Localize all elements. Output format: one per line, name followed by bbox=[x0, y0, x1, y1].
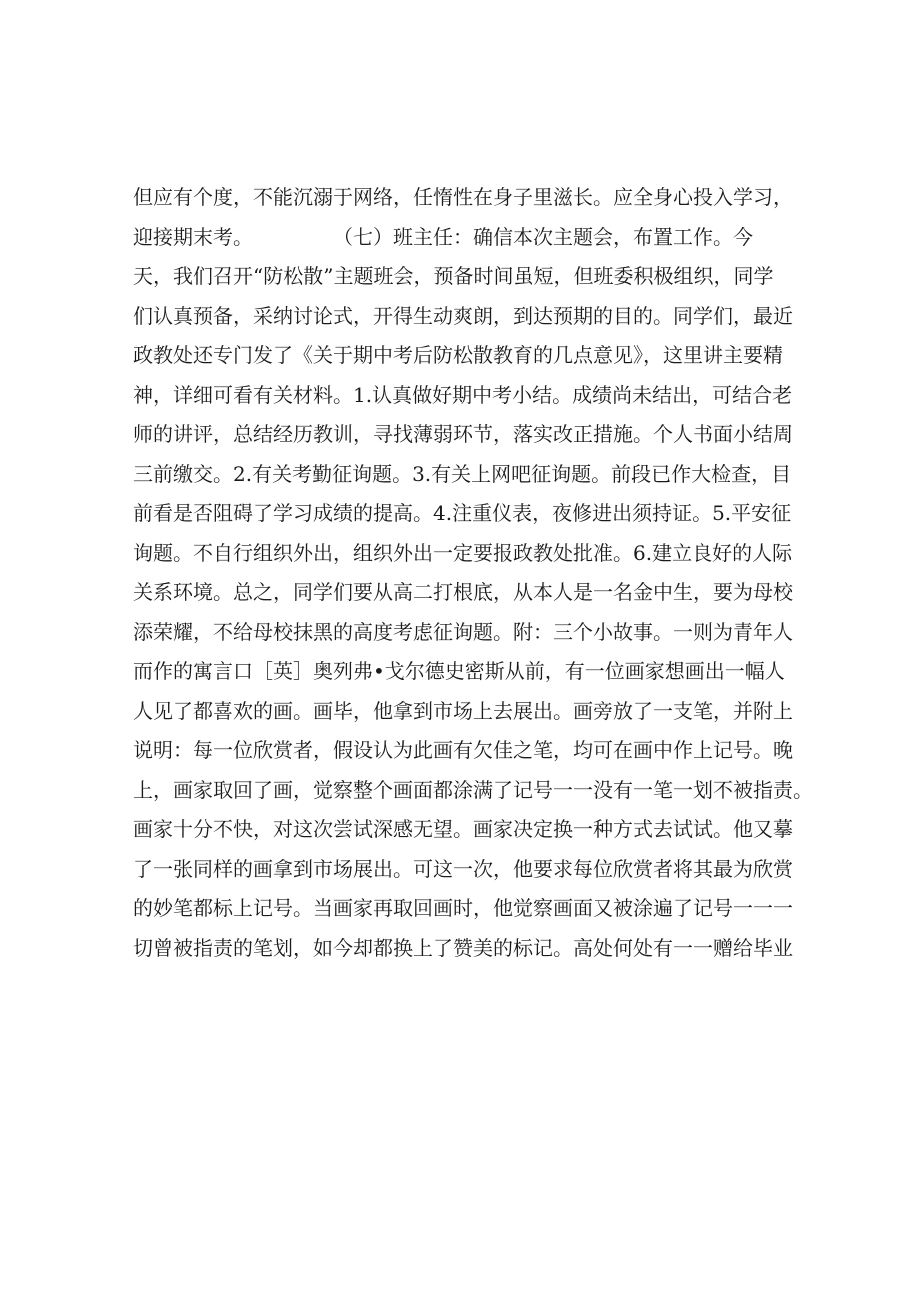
text-line: 添荣耀，不给母校抹黑的高度考虑征询题。附：三个小故事。一则为青年人 bbox=[133, 619, 793, 644]
text-line: 三前缴交。2.有关考勤征询题。3.有关上网吧征询题。前段已作大检查，目 bbox=[133, 461, 792, 486]
body-text bbox=[133, 178, 813, 968]
text-line: 天，我们召开“防松散”主题班会，预备时间虽短，但班委积极组织，同学 bbox=[133, 264, 774, 288]
text-line: 了一张同样的画拿到市场展出。可这一次，他要求每位欣赏者将其最为欣赏 bbox=[133, 856, 793, 881]
text-line: 询题。不自行组织外出，组织外出一定要报政教处批准。6.建立良好的人际 bbox=[133, 540, 793, 565]
text-line: 神，详细可看有关材料。1.认真做好期中考小结。成绩尚未结出，可结合老 bbox=[133, 382, 793, 407]
text-line: 切曾被指责的笔划，如今却都换上了赞美的标记。高处何处有一一赠给毕业 bbox=[133, 935, 793, 960]
text-line: 画家十分不快，对这次尝试深感无望。画家决定换一种方式去试试。他又摹 bbox=[133, 817, 793, 841]
text-line: 上，画家取回了画，觉察整个画面都涂满了记号一一没有一笔一划不被指责。 bbox=[133, 777, 813, 802]
text-line: 政教处还专门发了《关于期中考后防松散教育的几点意见》，这里讲主要精 bbox=[133, 343, 783, 367]
text-line: 的妙笔都标上记号。当画家再取回画时，他觉察画面又被涂遍了记号一一一 bbox=[133, 896, 793, 920]
text-line: 们认真预备，采纳讨论式，开得生动爽朗，到达预期的目的。同学们，最近 bbox=[133, 303, 793, 328]
text-line: 而作的寓言口［英］奥列弗•戈尔德史密斯从前，有一位画家想画出一幅人 bbox=[133, 659, 785, 683]
text-line: 关系环境。总之，同学们要从高二打根底，从本人是一名金中生，要为母校 bbox=[133, 580, 793, 604]
text-line: 人见了都喜欢的画。画毕，他拿到市场上去展出。画旁放了一支笔，并附上 bbox=[133, 698, 793, 723]
text-line: 迎接期末考。 （七）班主任：确信本次主题会，布置工作。今 bbox=[133, 224, 753, 249]
text-line: 师的讲评，总结经历教训，寻找薄弱环节，落实改正措施。个人书面小结周 bbox=[133, 422, 793, 446]
text-line: 但应有个度，不能沉溺于网络，任惰性在身子里滋长。应全身心投入学习， bbox=[133, 185, 793, 209]
text-line: 说明：每一位欣赏者，假设认为此画有欠佳之笔，均可在画中作上记号。晚 bbox=[133, 738, 793, 762]
text-line: 前看是否阻碍了学习成绩的提高。4.注重仪表，夜修进出须持证。5.平安征 bbox=[133, 501, 792, 525]
